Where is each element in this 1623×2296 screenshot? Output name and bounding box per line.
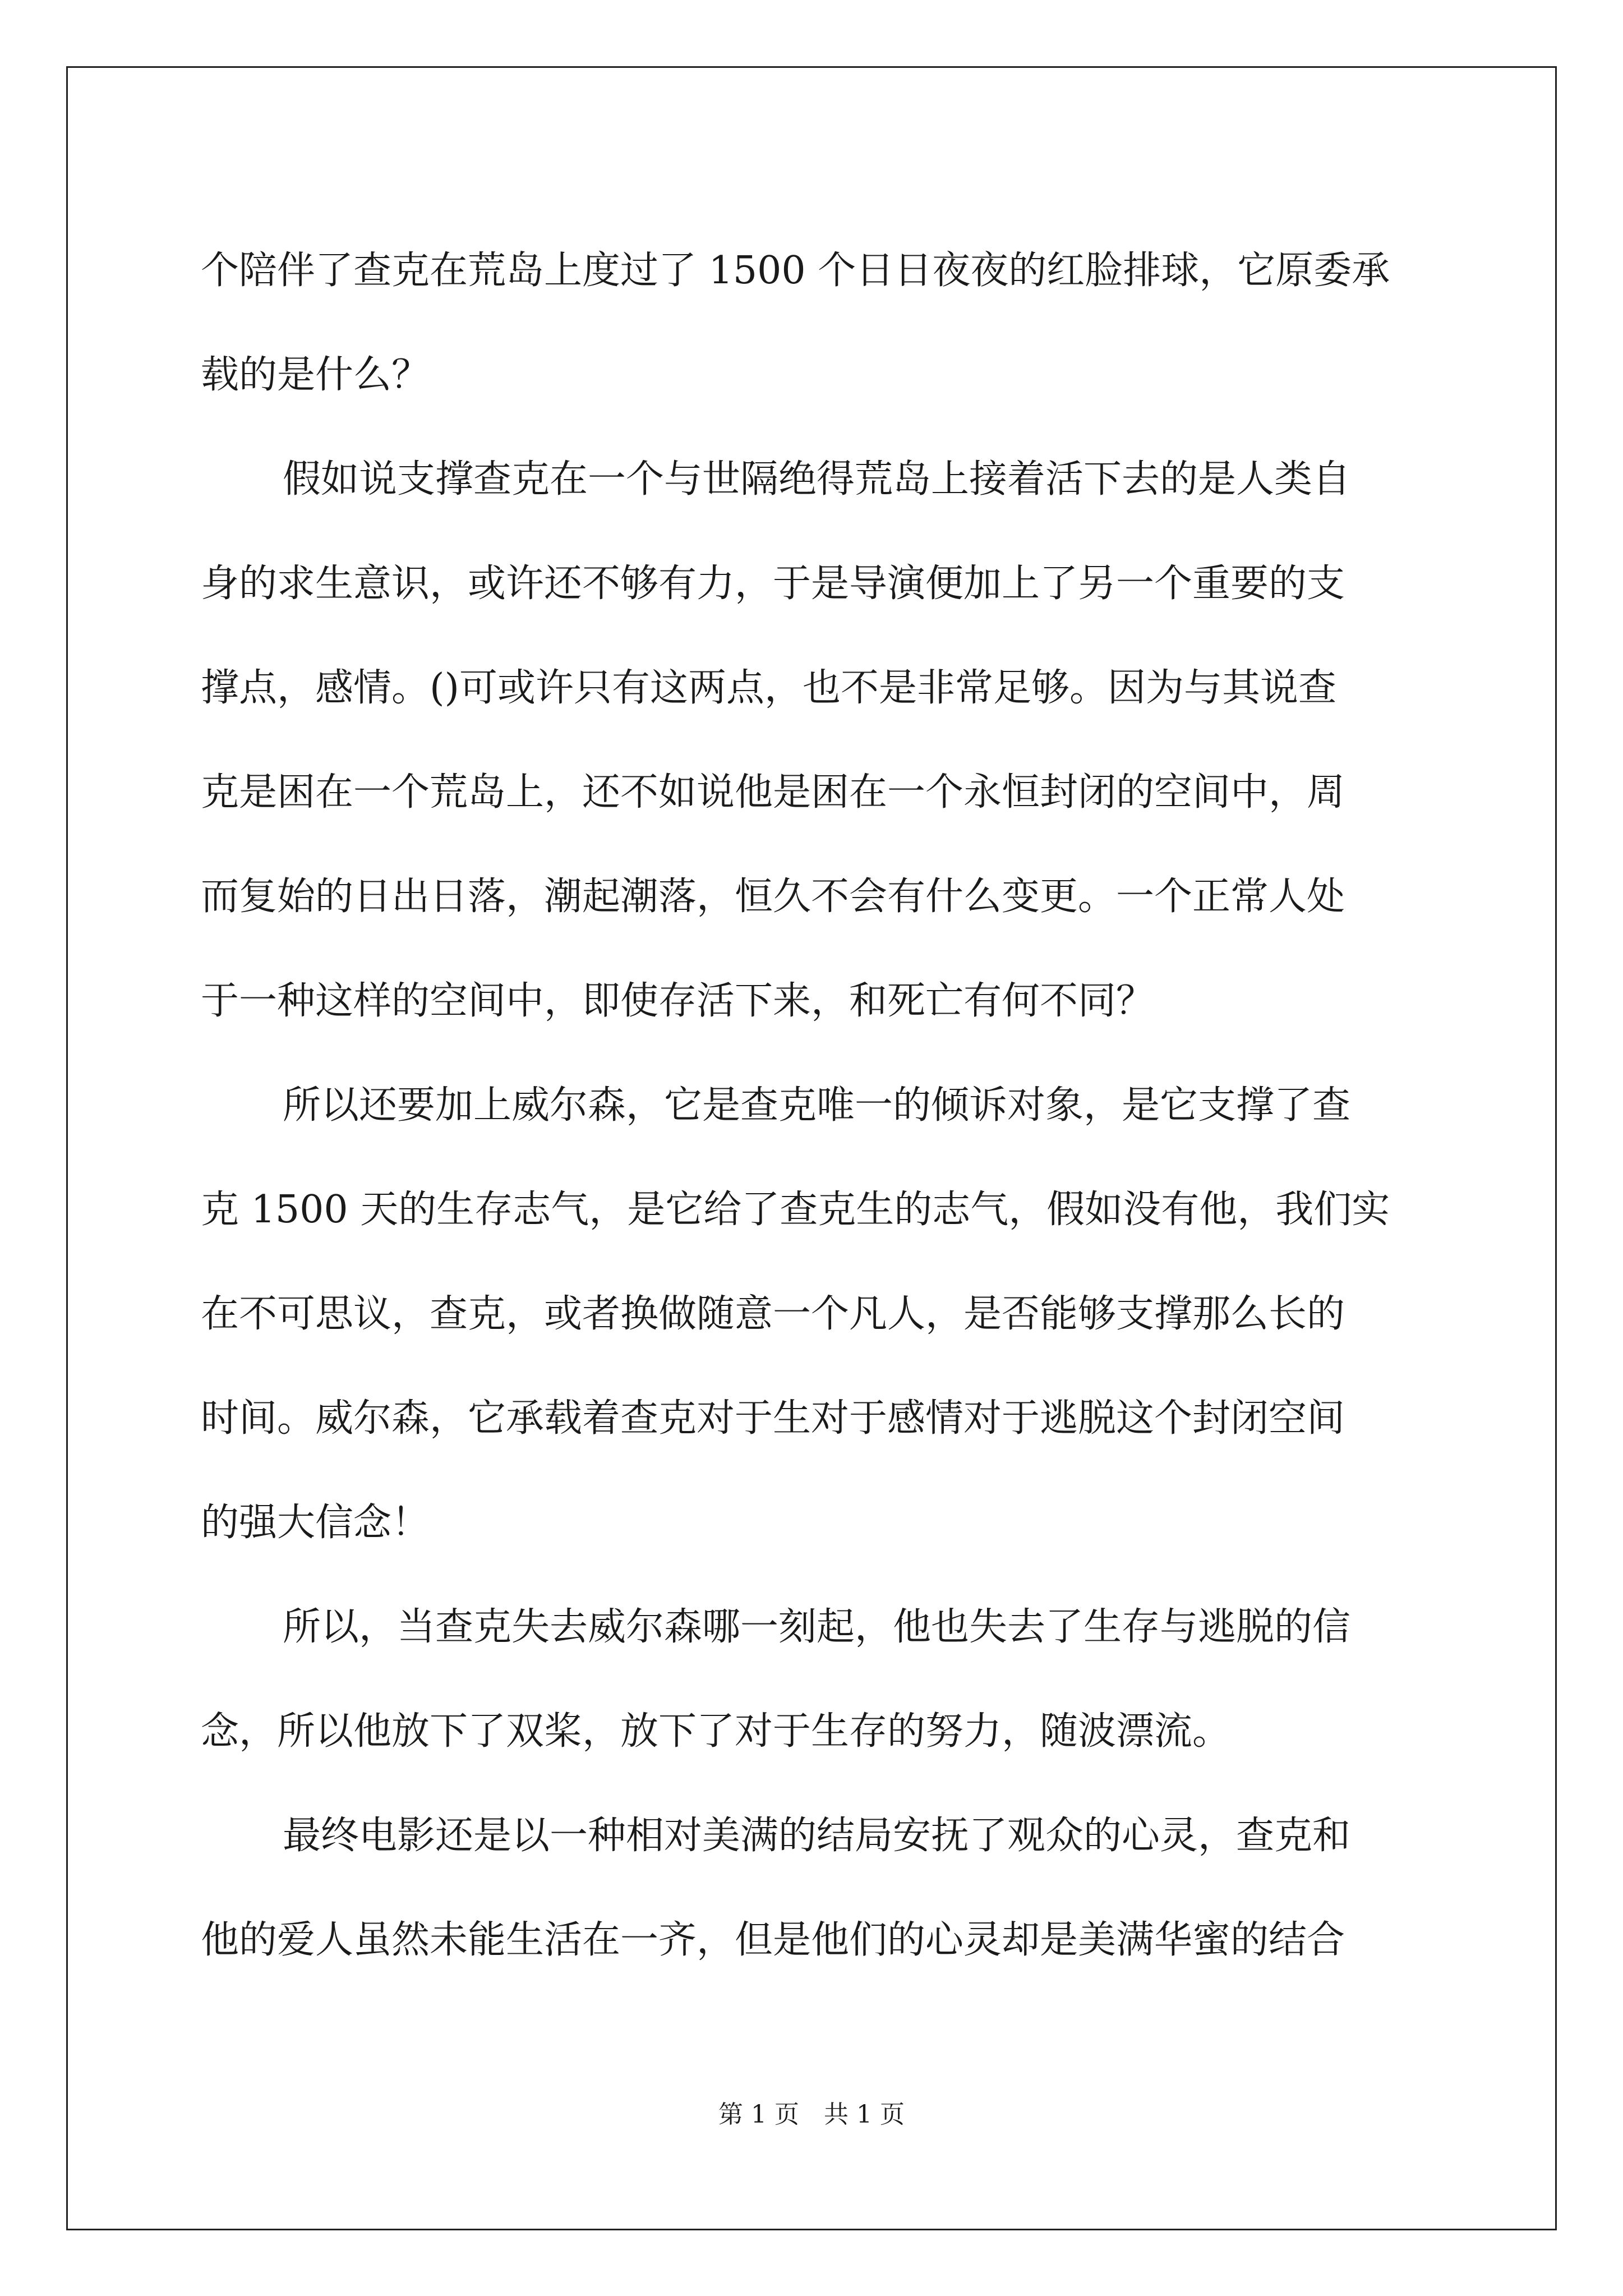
page-footer: 第 1 页 共 1 页: [718, 2100, 905, 2129]
text-line: 所以，当查克失去威尔森哪一刻起，他也失去了生存与逃脱的信: [283, 1605, 1351, 1649]
text-line: 念，所以他放下了双桨，放下了对于生存的努力，随波漂流。: [201, 1709, 1231, 1754]
text-line: 而复始的日出日落，潮起潮落，恒久不会有什么变更。一个正常人处: [201, 875, 1345, 919]
text-line: 克 1500 天的生存志气，是它给了查克生的志气，假如没有他，我们实: [201, 1188, 1390, 1232]
text-line: 假如说支撑查克在一个与世隔绝得荒岛上接着活下去的是人类自: [283, 457, 1351, 501]
text-line: 最终电影还是以一种相对美满的结局安抚了观众的心灵，查克和: [283, 1814, 1351, 1858]
text-line: 所以还要加上威尔森，它是查克唯一的倾诉对象，是它支撑了查: [283, 1083, 1351, 1128]
text-line: 时间。威尔森，它承载着查克对于生对于感情对于逃脱这个封闭空间: [201, 1396, 1345, 1441]
text-line: 撑点，感情。()可或许只有这两点，也不是非常足够。因为与其说查: [201, 666, 1337, 710]
text-line: 个陪伴了查克在荒岛上度过了 1500 个日日夜夜的红脸排球，它原委承: [201, 249, 1390, 293]
document-body: [201, 219, 1423, 1993]
text-line: 他的爱人虽然未能生活在一齐，但是他们的心灵却是美满华蜜的结合: [201, 1918, 1345, 1962]
text-line: 于一种这样的空间中，即使存活下来，和死亡有何不同？: [201, 979, 1155, 1023]
text-line: 身的求生意识，或许还不够有力，于是导演便加上了另一个重要的支: [201, 562, 1345, 606]
text-line: 在不可思议，查克，或者换做随意一个凡人，是否能够支撑那么长的: [201, 1292, 1345, 1336]
text-line: 克是困在一个荒岛上，还不如说他是困在一个永恒封闭的空间中，周: [201, 770, 1345, 815]
text-line: 的强大信念！: [201, 1501, 430, 1545]
text-line: 载的是什么？: [201, 353, 430, 397]
